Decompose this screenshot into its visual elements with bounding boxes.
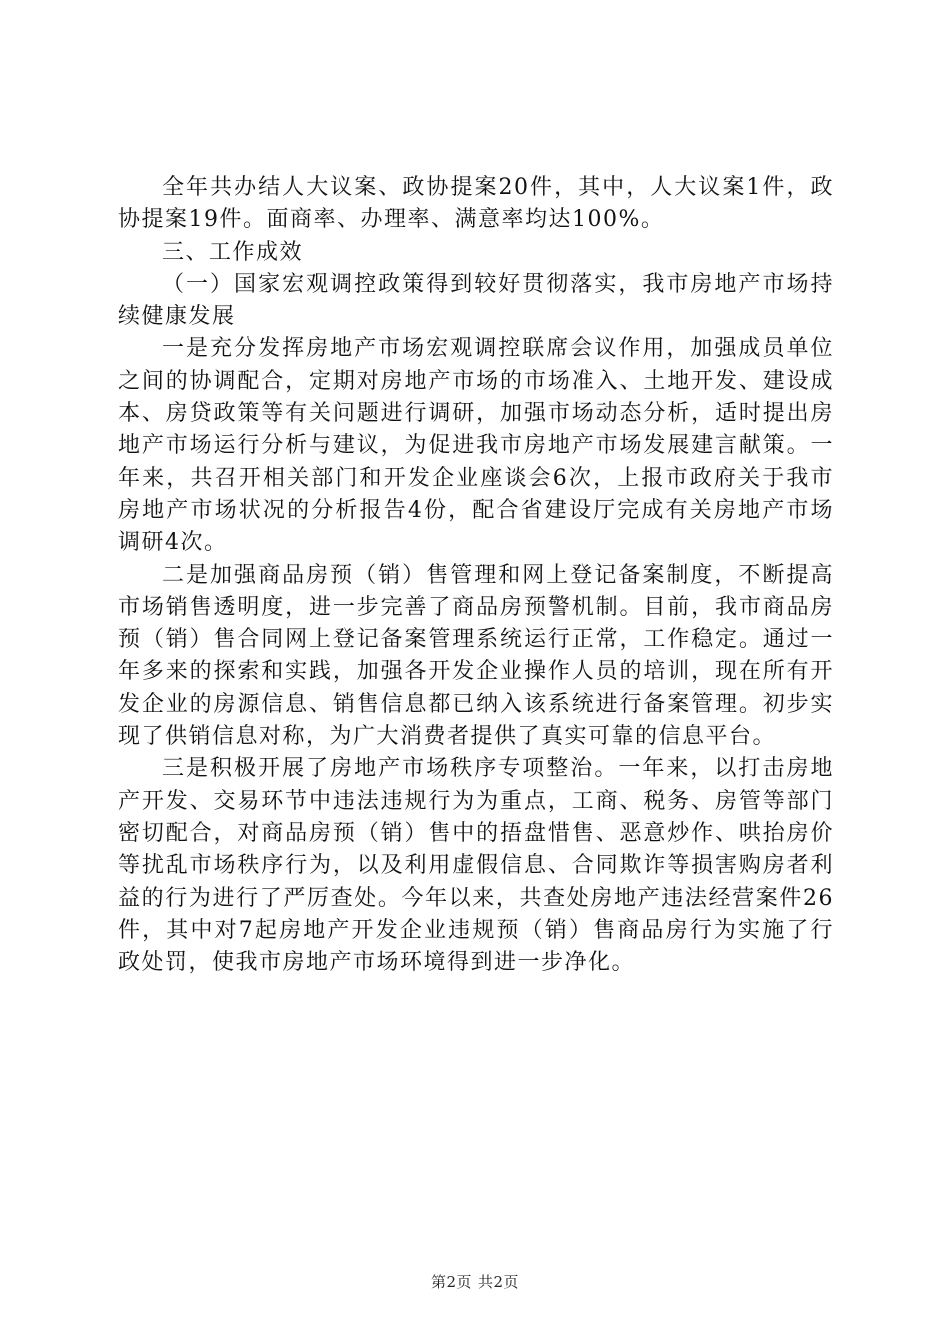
paragraph-second-point: 二是加强商品房预（销）售管理和网上登记备案制度，不断提高市场销售透明度，进一步完善了商品房预警机制。目前，我市商品房预（销）售合同网上登记备案管理系统运行正常，工作稳定。通过一年多来的探索和实践，加强各开发企业操作人员的培训，现在所有开发企业的房源信息、销售信息都已纳入该系统进行备案管理。初步实现了供销信息对称，为广大消费者提供了真实可靠的信息平台。 <box>118 562 834 750</box>
paragraph-proposals-summary: 全年共办结人大议案、政协提案20件，其中，人大议案1件，政协提案19件。面商率、办理率、满意率均达100%。 <box>118 175 834 233</box>
section-heading-results: 三、工作成效 <box>162 239 304 265</box>
document-body <box>118 172 834 979</box>
page-number-current: 第2页 <box>430 1273 472 1291</box>
paragraph-third-point: 三是积极开展了房地产市场秩序专项整治。一年来，以打击房地产开发、交易环节中违法违规行为为重点，工商、税务、房管等部门密切配合，对商品房预（销）售中的捂盘惜售、恶意炒作、哄抬房价等扰乱市场秩序行为，以及利用虚假信息、合同欺诈等损害购房者利益的行为进行了严厉查处。今年以来，共查处房地产违法经营案件26件，其中对7起房地产开发企业违规预（销）售商品房行为实施了行政处罚，使我市房地产市场环境得到进一步净化。 <box>118 756 834 976</box>
page-number-total: 共2页 <box>478 1273 520 1291</box>
page-footer <box>0 1272 950 1292</box>
subsection-heading-macro-control: （一）国家宏观调控政策得到较好贯彻落实，我市房地产市场持续健康发展 <box>118 271 834 330</box>
paragraph-first-point: 一是充分发挥房地产市场宏观调控联席会议作用，加强成员单位之间的协调配合，定期对房地产市场的市场准入、土地开发、建设成本、房贷政策等有关问题进行调研，加强市场动态分析，适时提出房地产市场运行分析与建议，为促进我市房地产市场发展建言献策。一年来，共召开相关部门和开发企业座谈会6次，上报市政府关于我市房地产市场状况的分析报告4份，配合省建设厅完成有关房地产市场调研4次。 <box>118 336 834 556</box>
